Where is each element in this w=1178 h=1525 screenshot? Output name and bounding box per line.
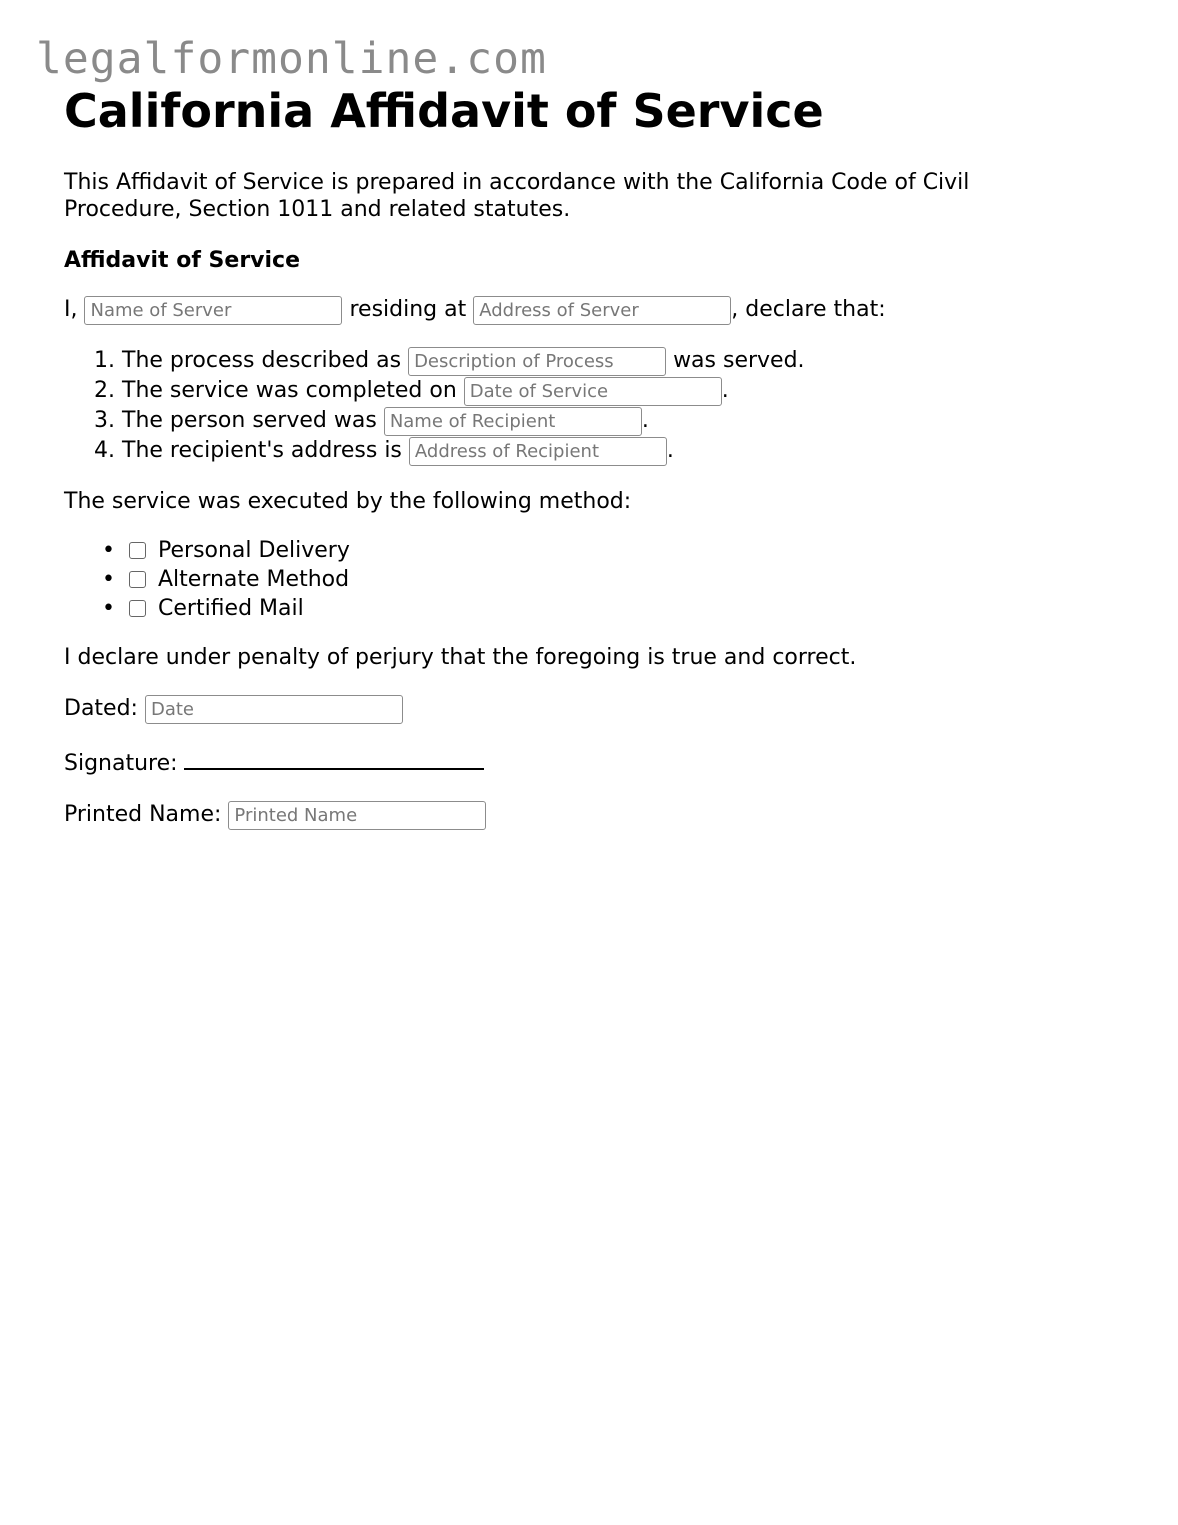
signature-label: Signature:: [64, 751, 178, 776]
process-description-input[interactable]: [408, 347, 666, 376]
dated-label: Dated:: [64, 696, 138, 721]
item-suffix: was served.: [673, 348, 805, 373]
method-label: Certified Mail: [158, 596, 304, 621]
personal-delivery-checkbox[interactable]: [129, 542, 146, 559]
list-item: [122, 436, 1124, 466]
signature-line[interactable]: [184, 746, 484, 770]
server-name-input[interactable]: [84, 296, 342, 325]
item-text: The person served was: [122, 408, 377, 433]
item-text: The process described as: [122, 348, 402, 373]
printed-name-label: Printed Name:: [64, 802, 222, 827]
service-methods: [64, 536, 1124, 623]
page-title: California Affidavit of Service: [64, 84, 824, 138]
bullet-icon: •: [102, 567, 115, 592]
intro-paragraph: This Affidavit of Service is prepared in accordance with the California Code of Civil Procedure, Section 1011 and related statutes.: [64, 170, 970, 222]
printed-name-input[interactable]: [228, 801, 486, 830]
section-heading: Affidavit of Service: [64, 248, 301, 273]
affidavit-form: [64, 84, 1124, 830]
method-intro: The service was executed by the following method:: [64, 489, 632, 514]
signature-row: [64, 746, 1124, 779]
declaration-suffix: , declare that:: [731, 297, 886, 322]
method-option-personal-delivery: [102, 536, 1124, 565]
printed-name-row: [64, 800, 1124, 830]
recipient-address-input[interactable]: [409, 437, 667, 466]
item-suffix: .: [721, 378, 729, 403]
list-item: [122, 406, 1124, 436]
declaration-middle: residing at: [349, 297, 467, 322]
method-option-certified-mail: [102, 594, 1124, 623]
method-option-alternate-method: [102, 565, 1124, 594]
item-text: The recipient's address is: [122, 438, 402, 463]
service-date-input[interactable]: [464, 377, 722, 406]
server-address-input[interactable]: [473, 296, 731, 325]
alternate-method-checkbox[interactable]: [129, 571, 146, 588]
date-input[interactable]: [145, 695, 403, 724]
item-text: The service was completed on: [122, 378, 457, 403]
bullet-icon: •: [102, 596, 115, 621]
bullet-icon: •: [102, 538, 115, 563]
watermark: legalformonline.com: [36, 34, 547, 84]
method-label: Alternate Method: [158, 567, 350, 592]
recipient-name-input[interactable]: [384, 407, 642, 436]
declaration-prefix: I,: [64, 297, 78, 322]
list-item: [122, 376, 1124, 406]
item-suffix: .: [641, 408, 649, 433]
item-suffix: .: [666, 438, 674, 463]
declaration-line: [64, 295, 1124, 325]
dated-row: [64, 694, 1124, 724]
penalty-statement: I declare under penalty of perjury that the foregoing is true and correct.: [64, 645, 857, 670]
method-label: Personal Delivery: [158, 538, 350, 563]
list-item: [122, 346, 1124, 376]
certified-mail-checkbox[interactable]: [129, 600, 146, 617]
declaration-items: [64, 346, 1124, 466]
